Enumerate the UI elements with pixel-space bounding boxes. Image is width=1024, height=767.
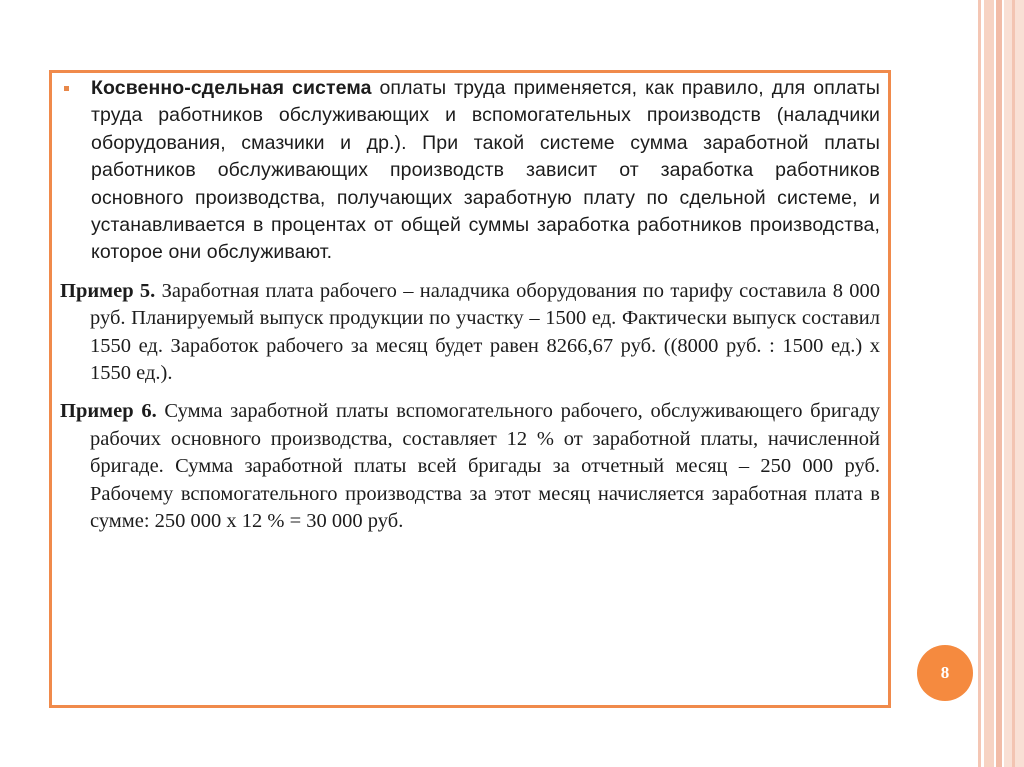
decorative-stripe bbox=[996, 0, 1002, 767]
page-number-badge: 8 bbox=[917, 645, 973, 701]
bullet-text: оплаты труда применяется, как правило, для оплаты труда работников обслуживающих и вспомогательных производств (наладчики оборудования, смазчики и др.). При такой системе сумма заработной платы работников обслуживающих производств зависит от заработка работников основного производства, получающих заработную плату по сдельной системе, и устанавливается в процентах от общей суммы заработка работников производства, которое они обслуживают. bbox=[91, 77, 881, 264]
bullet-paragraph bbox=[91, 75, 880, 267]
example-6-paragraph bbox=[60, 398, 880, 535]
example-6-label: Пример 6. bbox=[60, 400, 157, 423]
term-bold: Косвенно-сдельная система bbox=[91, 77, 372, 99]
bullet-icon bbox=[64, 86, 69, 91]
example-5-text: Заработная плата рабочего – наладчика оборудования по тарифу составила 8 000 руб. Планируемый выпуск продукции по участку – 1500 ед. Фактически выпуск составил 1550 ед. Заработок рабочего за месяц будет равен 8266,67 руб. ((8000 руб. : 1500 ед.) х 1550 ед.). bbox=[90, 279, 880, 385]
decorative-stripe bbox=[984, 0, 994, 767]
example-6-text: Сумма заработной платы вспомогательного рабочего, обслуживающего бригаду рабочих основного производства, составляет 12 % от заработной платы, начисленной бригаде. Сумма заработной платы всей бригады за отчетный месяц – 250 000 руб. Рабочему вспомогательного производства за этот месяц начисляется заработная плата в сумме: 250 000 х 12 % = 30 000 руб. bbox=[90, 400, 881, 533]
slide-body bbox=[60, 75, 880, 536]
example-5-paragraph bbox=[60, 278, 880, 388]
decorative-stripe bbox=[1012, 0, 1015, 767]
example-5-label: Пример 5. bbox=[60, 279, 156, 302]
decorative-stripe bbox=[978, 0, 981, 767]
